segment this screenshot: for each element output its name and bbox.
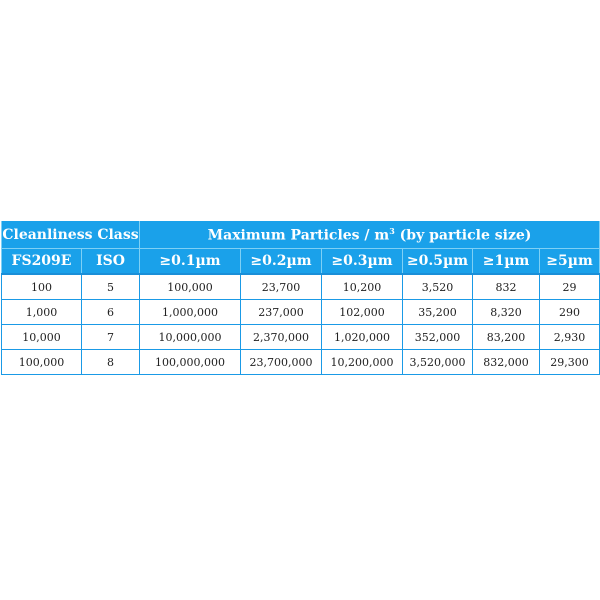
- column-header-0-5um: ≥0.5µm: [403, 249, 473, 275]
- column-header-0-3um: ≥0.3µm: [322, 249, 403, 275]
- table-cell: 29: [540, 274, 600, 300]
- table-cell: 35,200: [403, 300, 473, 325]
- table-cell: 8,320: [473, 300, 540, 325]
- table-cell: 832: [473, 274, 540, 300]
- table-cell: 6: [82, 300, 140, 325]
- table-cell: 100,000: [140, 274, 241, 300]
- table-cell: 1,000: [2, 300, 82, 325]
- table-cell: 290: [540, 300, 600, 325]
- table-cell: 100,000: [2, 350, 82, 375]
- table-cell: 1,000,000: [140, 300, 241, 325]
- table-cell: 23,700,000: [241, 350, 322, 375]
- table-row: [2, 300, 600, 325]
- column-header-1um: ≥1µm: [473, 249, 540, 275]
- table-cell: 1,020,000: [322, 325, 403, 350]
- table-cell: 832,000: [473, 350, 540, 375]
- table-cell: 83,200: [473, 325, 540, 350]
- cleanliness-class-header: Cleanliness Class: [2, 221, 140, 249]
- table-cell: 10,000: [2, 325, 82, 350]
- table-cell: 237,000: [241, 300, 322, 325]
- table-cell: 10,200: [322, 274, 403, 300]
- maximum-particles-header: [140, 221, 600, 249]
- maximum-particles-prefix: Maximum Particles / m: [207, 227, 390, 244]
- column-header-5um: ≥5µm: [540, 249, 600, 275]
- table-cell: 29,300: [540, 350, 600, 375]
- column-header-0-2um: ≥0.2µm: [241, 249, 322, 275]
- table-cell: 3,520,000: [403, 350, 473, 375]
- cubic-superscript: 3: [389, 225, 395, 236]
- table-cell: 100,000,000: [140, 350, 241, 375]
- group-header-row: [2, 221, 600, 249]
- table-row: [2, 325, 600, 350]
- table-cell: 2,930: [540, 325, 600, 350]
- table-cell: 102,000: [322, 300, 403, 325]
- table-cell: 352,000: [403, 325, 473, 350]
- column-header-0-1um: ≥0.1µm: [140, 249, 241, 275]
- cleanroom-classification-table: [1, 221, 600, 375]
- table-cell: 2,370,000: [241, 325, 322, 350]
- maximum-particles-suffix: (by particle size): [394, 227, 532, 244]
- table-cell: 100: [2, 274, 82, 300]
- table-cell: 5: [82, 274, 140, 300]
- table-row: [2, 274, 600, 300]
- column-header-iso: ISO: [82, 249, 140, 275]
- table-cell: 23,700: [241, 274, 322, 300]
- table-cell: 10,200,000: [322, 350, 403, 375]
- table-row: [2, 350, 600, 375]
- table-cell: 10,000,000: [140, 325, 241, 350]
- column-header-fs209e: FS209E: [2, 249, 82, 275]
- table-cell: 3,520: [403, 274, 473, 300]
- table-cell: 8: [82, 350, 140, 375]
- table-cell: 7: [82, 325, 140, 350]
- column-header-row: [2, 249, 600, 275]
